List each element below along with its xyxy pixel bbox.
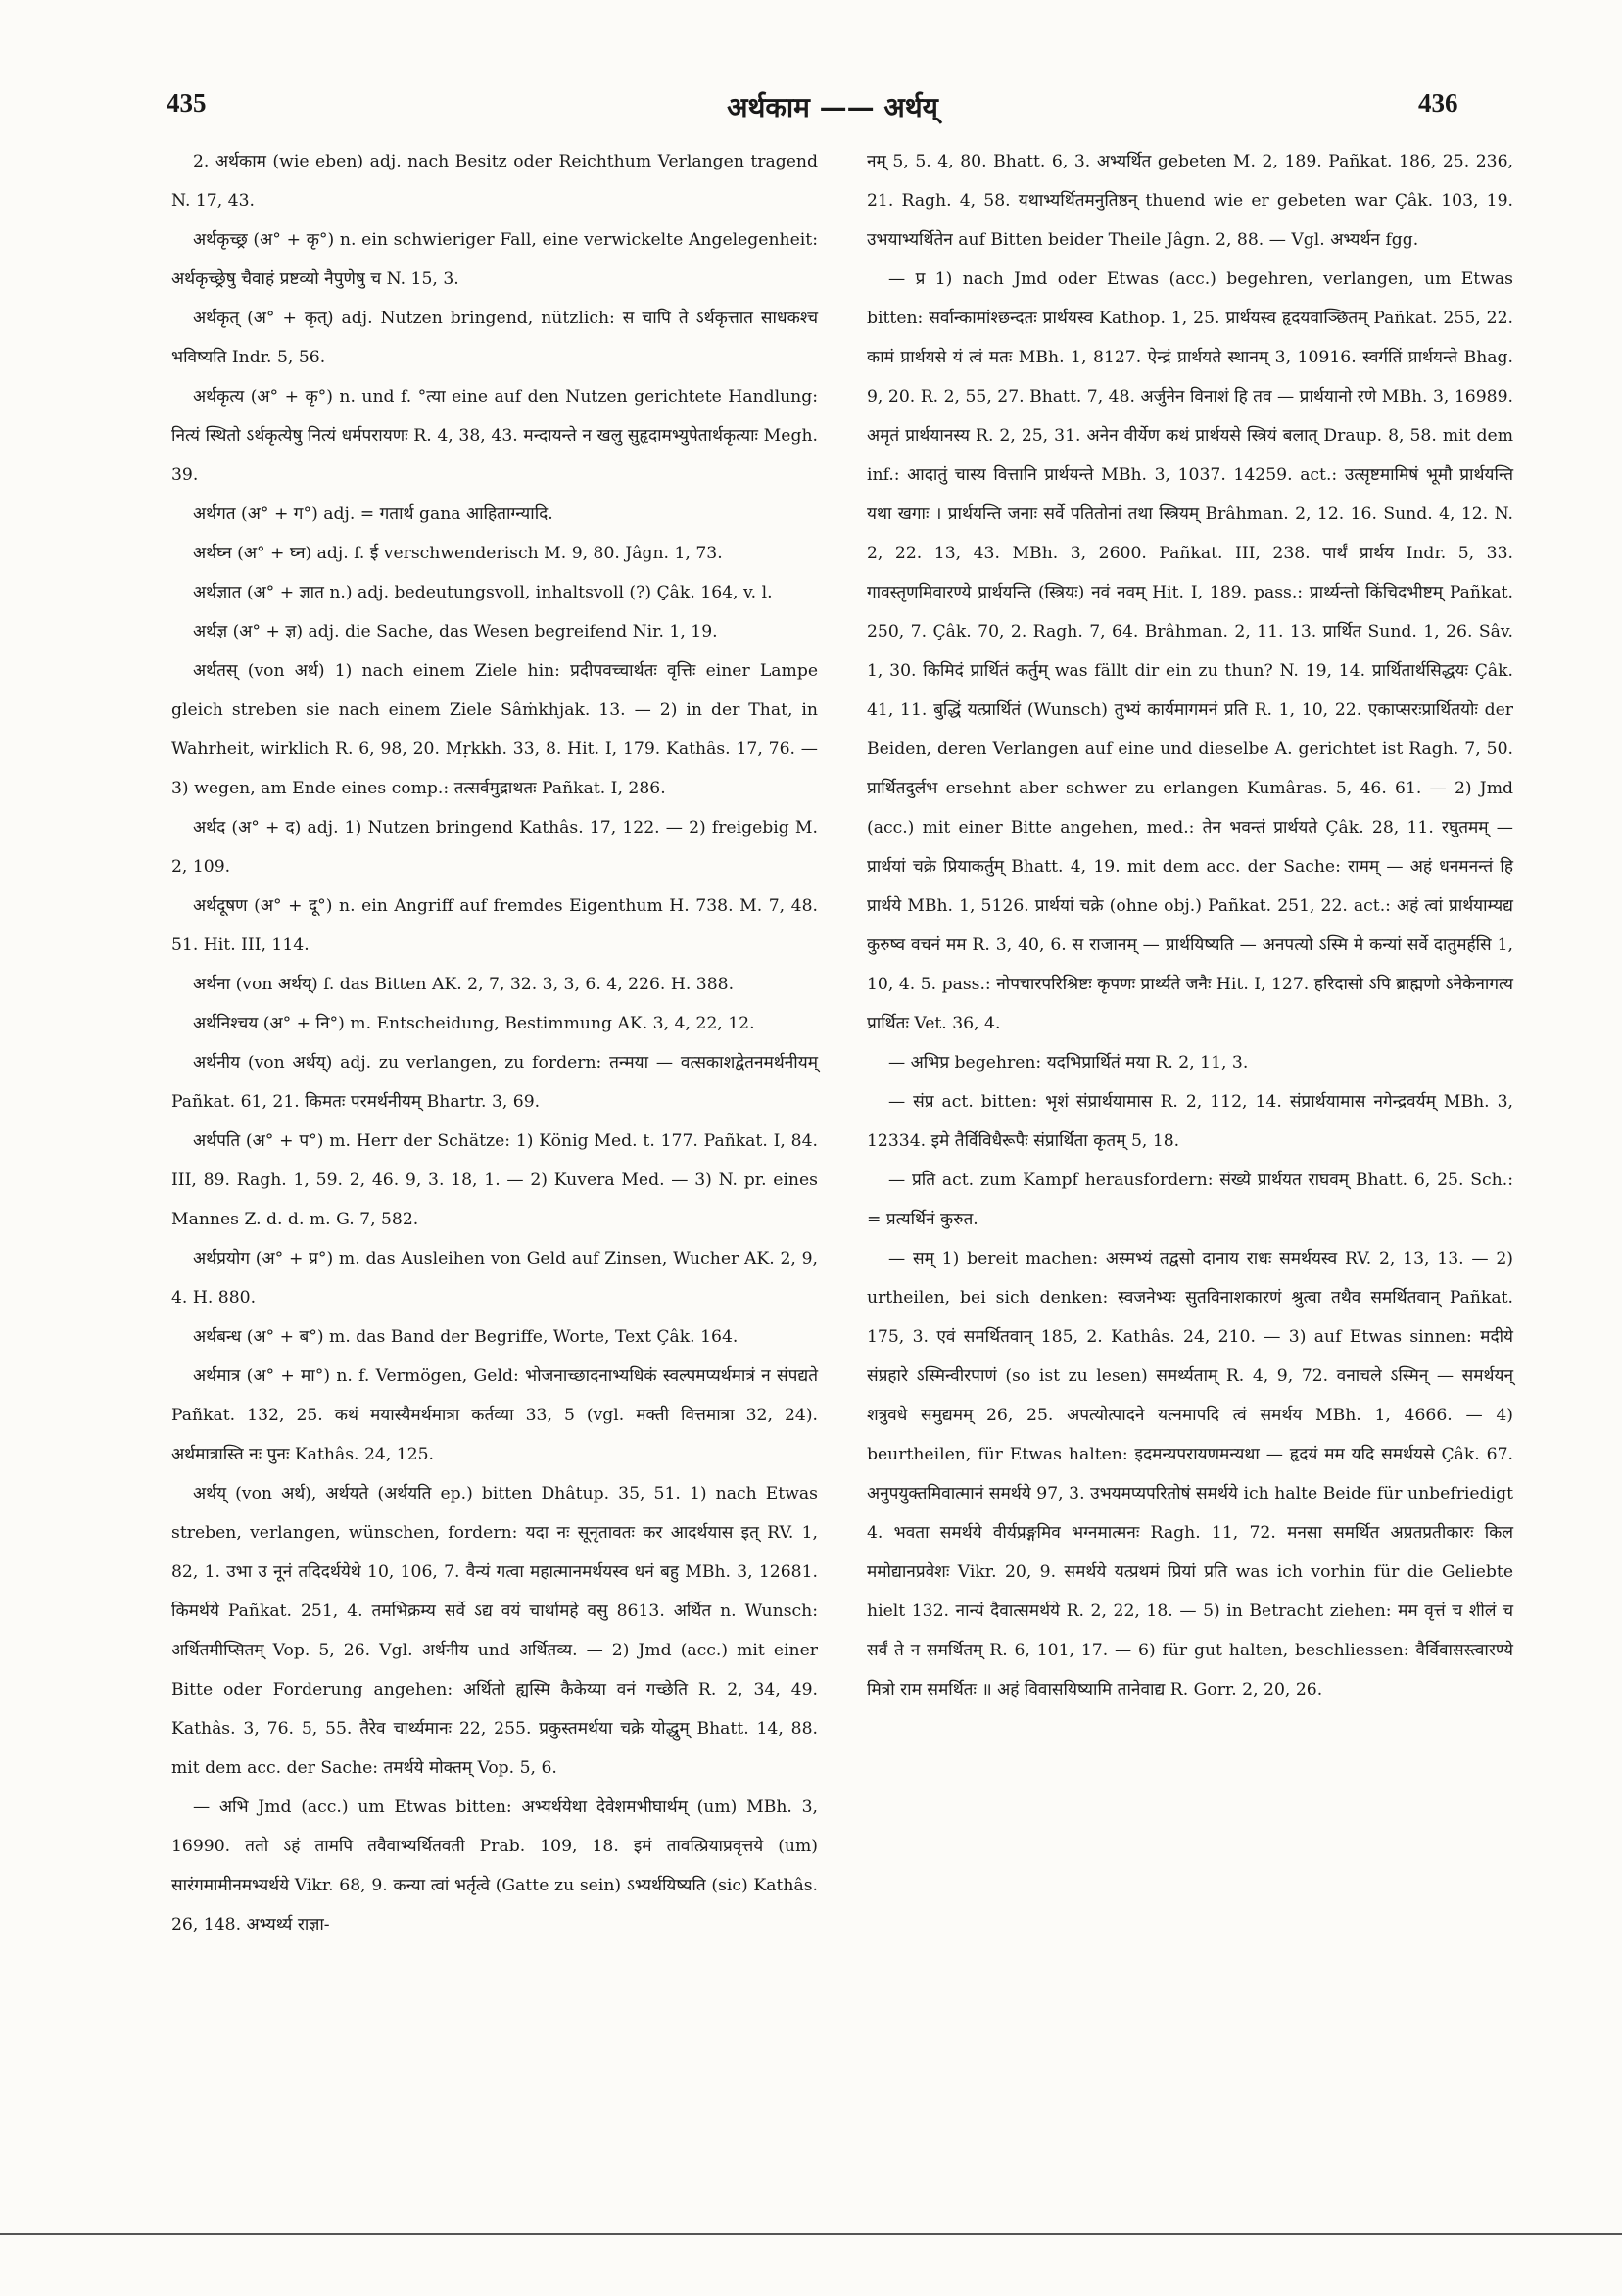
dictionary-entry: — सम् 1) bereit machen: अस्मभ्यं तद्वसो दानाय राधः समर्थयस्व RV. 2, 13, 13. — 2) urtheilen, bei sich denken: स्वजनेभ्यः सुतविनाशकारणं श्रुत्वा तथैव समर्थितवान् Pañkat. 175, 3. एवं समर्थितवान् 185, 2. Kathâs. 24, 210. — 3) auf Etwas sinnen: मदीये संप्रहारे ऽस्मिन्वीरपाणं (so ist zu lesen) समर्थ्यताम् R. 4, 9, 72. वनाचले ऽस्मिन् — समर्थयन् शत्रुवधे समुद्यमम् 26, 25. अपत्योत्पादने यत्नमापदि त्वं समर्थय MBh. 1, 4666. — 4) beurtheilen, für Etwas halten: इदमन्यपरायणमन्यथा — हृदयं मम यदि समर्थयसे Çâk. 67. अनुपयुक्तमिवात्मानं समर्थये 97, 3. उभयमप्यपरितोषं समर्थये ich halte Beide für unbefriedigt 4. भवता समर्थये वीर्यप्रङ्गमिव भग्नमात्मनः Ragh. 11, 72. मनसा समर्थित अप्रतप्रतीकारः किल ममोद्यानप्रवेशः Vikr. 20, 9. समर्थये यत्प्रथमं प्रियां प्रति was ich vorhin für die Geliebte hielt 132. नान्यं दैवात्समर्थये R. 2, 22, 18. — 5) in Betracht ziehen: मम वृत्तं च शीलं च सर्वं ते न समर्थितम् R. 6, 101, 17. — 6) für gut halten, beschliessen: वैर्विवासस्त्वारण्ये मित्रो राम समर्थितः ॥ अहं विवासयिष्यामि तानेवाद्य R. Gorr. 2, 20, 26. <box>867 1249 1513 1699</box>
right-column <box>867 142 1513 1709</box>
dictionary-entry: अर्थय् (von अर्थ), अर्थयते (अर्थयति ep.) bitten Dhâtup. 35, 51. 1) nach Etwas streben, verlangen, wünschen, fordern: यदा नः सूनृतावतः कर आदर्थयास इत् RV. 1, 82, 1. उभा उ नूनं तदिदर्थयेथे 10, 106, 7. वैन्यं गत्वा महात्मानमर्थयस्व धनं बहु MBh. 3, 12681. किमर्थये Pañkat. 251, 4. तमभिक्रम्य सर्वे ऽद्य वयं चार्थामहे वसु 8613. अर्थित n. Wunsch: अर्थितमीप्सितम् Vop. 5, 26. Vgl. अर्थनीय und अर्थितव्य. — 2) Jmd (acc.) mit einer Bitte oder Forderung angehen: अर्थितो ह्यस्मि कैकेय्या वनं गच्छेति R. 2, 34, 49. Kathâs. 3, 76. 5, 55. तैरेव चार्थ्यमानः 22, 255. प्रकुस्तमर्थया चक्रे योद्धुम् Bhatt. 14, 88. mit dem acc. der Sache: तमर्थये मोक्तम् Vop. 5, 6. <box>171 1484 818 1778</box>
dictionary-entry: — प्र 1) nach Jmd oder Etwas (acc.) begehren, verlangen, um Etwas bitten: सर्वान्कामांश्छन्दतः प्रार्थयस्व Kathop. 1, 25. प्रार्थयस्व हृदयवाञ्छितम् Pañkat. 255, 22. कामं प्रार्थयसे यं त्वं मतः MBh. 1, 8127. ऐन्द्रं प्रार्थयते स्थानम् 3, 10916. स्वर्गतिं प्रार्थयन्ते Bhag. 9, 20. R. 2, 55, 27. Bhatt. 7, 48. अर्जुनेन विनाशं हि तव — प्रार्थयानो रणे MBh. 3, 16989. अमृतं प्रार्थयानस्य R. 2, 25, 31. अनेन वीर्येण कथं प्रार्थयसे स्त्रियं बलात् Draup. 8, 58. mit dem inf.: आदातुं चास्य वित्तानि प्रार्थयन्ते MBh. 3, 1037. 14259. act.: उत्सृष्टमामिषं भूमौ प्रार्थयन्ति यथा खगाः । प्रार्थयन्ति जनाः सर्वे पतितोनां तथा स्त्रियम् Brâhman. 2, 12. 16. Sund. 4, 12. N. 2, 22. 13, 43. MBh. 3, 2600. Pañkat. III, 238. पार्थं प्रार्थय Indr. 5, 33. गावस्तृणमिवारण्ये प्रार्थयन्ति (स्त्रियः) नवं नवम् Hit. I, 189. pass.: प्रार्थ्यन्तो किंचिदभीष्टम् Pañkat. 250, 7. Çâk. 70, 2. Ragh. 7, 64. Brâhman. 2, 11. 13. प्रार्थित Sund. 1, 26. Sâv. 1, 30. किमिदं प्रार्थितं कर्तुम् was fällt dir ein zu thun? N. 19, 14. प्रार्थितार्थसिद्धयः Çâk. 41, 11. बुद्धिं यत्प्रार्थितं (Wunsch) तुभ्यं कार्यमागमनं प्रति R. 1, 10, 22. एकाप्सरःप्रार्थितयोः der Beiden, deren Verlangen auf eine und dieselbe A. gerichtet ist Ragh. 7, 50. प्रार्थितदुर्लभ ersehnt aber schwer zu erlangen Kumâras. 5, 46. 61. — 2) Jmd (acc.) mit einer Bitte angehen, med.: तेन भवन्तं प्रार्थयते Çâk. 28, 11. रघुतमम् — प्रार्थयां चक्रे प्रियाकर्तुम् Bhatt. 4, 19. mit dem acc. der Sache: रामम् — अहं धनमनन्तं हि प्रार्थये MBh. 1, 5126. प्रार्थयां चक्रे (ohne obj.) Pañkat. 251, 22. act.: अहं त्वां प्रार्थयाम्यद्य कुरुष्व वचनं मम R. 3, 40, 6. स राजानम् — प्रार्थयिष्यति — अनपत्यो ऽस्मि मे कन्यां सर्वे दातुमर्हसि 1, 10, 4. 5. pass.: नोपचारपरिश्रिष्टः कृपणः प्रार्थ्यते जनैः Hit. I, 127. हरिदासो ऽपि ब्राह्मणो ऽनेकेनागत्य प्रार्थितः Vet. 36, 4. <box>867 269 1513 1033</box>
right-page-number: 436 <box>1418 88 1458 118</box>
dictionary-entry: अर्थबन्ध (अ° + ब°) m. das Band der Begriffe, Worte, Text Çâk. 164. <box>193 1327 739 1347</box>
dictionary-entry: — प्रति act. zum Kampf herausfordern: संख्ये प्रार्थयत राघवम् Bhatt. 6, 25. Sch.: = प्रत्यर्थिनं कुरुत. <box>867 1171 1513 1229</box>
left-column <box>171 142 818 1944</box>
dictionary-entry: अर्थकृत्य (अ° + कृ°) n. und f. °त्या eine auf den Nutzen gerichtete Handlung: नित्यं स्थितो ऽर्थकृत्येषु नित्यं धर्मपरायणः R. 4, 38, 43. मन्दायन्ते न खलु सुहृदामभ्युपेतार्थकृत्याः Megh. 39. <box>171 387 818 485</box>
dictionary-entry: 2. अर्थकाम (wie eben) adj. nach Besitz oder Reichthum Verlangen tragend N. 17, 43. <box>171 152 818 211</box>
dictionary-entry: अर्थप्रयोग (अ° + प्र°) m. das Ausleihen von Geld auf Zinsen, Wucher AK. 2, 9, 4. H. 880. <box>171 1249 818 1308</box>
bottom-rule <box>0 2233 1622 2235</box>
dictionary-entry: — अभि Jmd (acc.) um Etwas bitten: अभ्यर्थयेथा देवेशमभीघार्थम् (um) MBh. 3, 16990. ततो ऽहं तामपि तवैवाभ्यर्थितवती Prab. 109, 18. इमं तावत्प्रियाप्रवृत्तये (um) सारंगमामीनमभ्यर्थये Vikr. 68, 9. कन्या त्वां भर्तृत्वे (Gatte zu sein) ऽभ्यर्थयिष्यति (sic) Kathâs. 26, 148. अभ्यर्थ्य राज्ञा- <box>171 1797 818 1935</box>
dictionary-entry: — संप्र act. bitten: भृशं संप्रार्थयामास R. 2, 112, 14. संप्रार्थयामास नगेन्द्रवर्यम् MBh. 3, 12334. इमे तैर्विविधैरूपैः संप्रार्थिता कृतम् 5, 18. <box>867 1092 1513 1151</box>
dictionary-entry: अर्थपति (अ° + प°) m. Herr der Schätze: 1) König Med. t. 177. Pañkat. I, 84. III, 89. Ragh. 1, 59. 2, 46. 9, 3. 18, 1. — 2) Kuvera Med. — 3) N. pr. eines Mannes Z. d. d. m. G. 7, 582. <box>171 1131 818 1229</box>
dictionary-entry: अर्थघ्न (अ° + घ्न) adj. f. ई verschwenderisch M. 9, 80. Jâgn. 1, 73. <box>193 544 723 563</box>
dictionary-entry: अर्थकृच्छ्र (अ° + कृ°) n. ein schwieriger Fall, eine verwickelte Angelegenheit: अर्थकृच्छ्रेषु चैवाहं प्रष्टव्यो नैपुणेषु च N. 15, 3. <box>171 230 818 289</box>
dictionary-entry: अर्थना (von अर्थय्) f. das Bitten AK. 2, 7, 32. 3, 3, 6. 4, 226. H. 388. <box>193 975 735 994</box>
dictionary-entry: अर्थनिश्चय (अ° + नि°) m. Entscheidung, Bestimmung AK. 3, 4, 22, 12. <box>193 1014 755 1033</box>
left-page-number: 435 <box>167 88 207 118</box>
dictionary-entry: अर्थज्ञात (अ° + ज्ञात n.) adj. bedeutungsvoll, inhaltsvoll (?) Çâk. 164, v. l. <box>193 583 773 602</box>
dictionary-entry: अर्थकृत् (अ° + कृत्) adj. Nutzen bringend, nützlich: स चापि ते ऽर्थकृत्तात साधकश्च भविष्यति Indr. 5, 56. <box>171 309 818 367</box>
dictionary-entry: अर्थमात्र (अ° + मा°) n. f. Vermögen, Geld: भोजनाच्छादनाभ्यधिकं स्वल्पमप्यर्थमात्रं न संपद्यते Pañkat. 132, 25. कथं मयास्यैमर्थमात्रा कर्तव्या 33, 5 (vgl. मक्ती वित्तमात्रा 32, 24). अर्थमात्रास्ति नः पुनः Kathâs. 24, 125. <box>171 1366 818 1464</box>
dictionary-entry: अर्थद (अ° + द) adj. 1) Nutzen bringend Kathâs. 17, 122. — 2) freigebig M. 2, 109. <box>171 818 818 877</box>
dictionary-entry: नम् 5, 5. 4, 80. Bhatt. 6, 3. अभ्यर्थित gebeten M. 2, 189. Pañkat. 186, 25. 236, 21. Ragh. 4, 58. यथाभ्यर्थितमनुतिष्ठन् thuend wie er gebeten war Çâk. 103, 19. उभयाभ्यर्थितेन auf Bitten beider Theile Jâgn. 2, 88. — Vgl. अभ्यर्थन fgg. <box>867 152 1513 250</box>
dictionary-entry: अर्थदूषण (अ° + दू°) n. ein Angriff auf fremdes Eigenthum H. 738. M. 7, 48. 51. Hit. III, 114. <box>171 896 818 955</box>
dictionary-entry: अर्थतस् (von अर्थ) 1) nach einem Ziele hin: प्रदीपवच्चार्थतः वृत्तिः einer Lampe gleich streben sie nach einem Ziele Sâṁkhjak. 13. — 2) in der That, in Wahrheit, wirklich R. 6, 98, 20. Mṛkkh. 33, 8. Hit. I, 179. Kathâs. 17, 76. — 3) wegen, am Ende eines comp.: तत्सर्वमुद्राथतः Pañkat. I, 286. <box>171 661 818 798</box>
dictionary-entry: अर्थज्ञ (अ° + ज्ञ) adj. die Sache, das Wesen begreifend Nir. 1, 19. <box>193 622 718 642</box>
dictionary-entry: अर्थनीय (von अर्थय्) adj. zu verlangen, zu fordern: तन्मया — वत्सकाशद्वेतनमर्थनीयम् Pañkat. 61, 21. किमतः परमर्थनीयम् Bhartr. 3, 69. <box>171 1053 818 1112</box>
dictionary-entry: — अभिप्र begehren: यदभिप्रार्थितं मया R. 2, 11, 3. <box>888 1053 1249 1073</box>
dictionary-entry: अर्थगत (अ° + ग°) adj. = गतार्थ gana आहिताग्न्यादि. <box>193 504 553 524</box>
running-title: अर्थकाम —— अर्थय् <box>727 91 938 123</box>
page-header <box>0 88 1622 127</box>
